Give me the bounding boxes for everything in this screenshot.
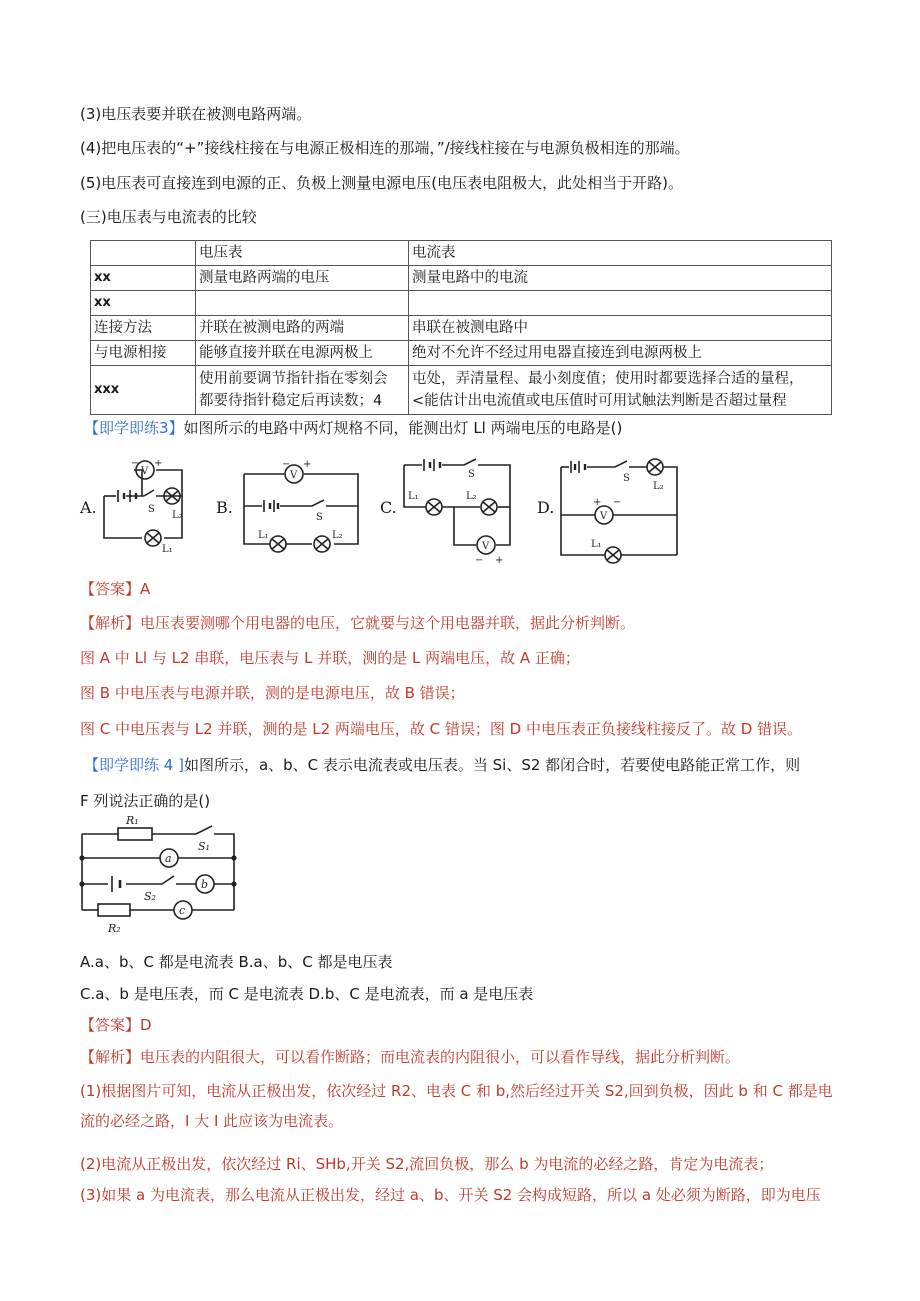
fig-label: L₂ bbox=[332, 530, 343, 541]
answer-value: A bbox=[140, 580, 151, 598]
circuit-diagram-q4 bbox=[78, 812, 243, 937]
fig-label: L₁ bbox=[408, 491, 419, 502]
table-cell: 与电源相接 bbox=[91, 341, 196, 366]
table-cell: xxx bbox=[91, 366, 196, 415]
q4-options-line-1: A.a、b、C 都是电流表 B.a、b、C 都是电压表 bbox=[80, 953, 393, 971]
fig-label: V bbox=[482, 541, 490, 552]
table-header-row bbox=[91, 241, 832, 266]
section-heading-comparison: (三)电压表与电流表的比较 bbox=[80, 208, 257, 226]
fig-label: S bbox=[316, 512, 323, 523]
table-cell: xx bbox=[91, 266, 196, 291]
analysis-line: 图 B 中电压表与电源并联，测的是电源电压，故 B 错误； bbox=[80, 684, 465, 702]
option-label-d: D. bbox=[537, 498, 555, 517]
text-point-4: (4)把电压表的“+”接线柱接在与电源正极相连的那端，”/接线柱接在与电源负极相连的那端。 bbox=[80, 139, 690, 157]
option-label-c: C. bbox=[380, 498, 397, 517]
text-point-3: (3)电压表要并联在被测电路两端。 bbox=[80, 105, 312, 123]
fig-label: V bbox=[290, 470, 298, 481]
answer-tag: 【答案】 bbox=[80, 580, 141, 598]
table-row bbox=[91, 341, 832, 366]
cell-line: 都要待指针稳定后再读数；4 bbox=[199, 393, 383, 409]
fig-label: − bbox=[282, 460, 291, 470]
table-cell: 串联在被测电路中 bbox=[409, 316, 832, 341]
fig-label: L₁ bbox=[162, 544, 173, 555]
table-cell bbox=[196, 366, 409, 415]
analysis-line: 图 C 中电压表与 L2 并联，测的是 L2 两端电压，故 C 错误；图 D 中电压表正负接线柱接反了。故 D 错误。 bbox=[80, 720, 803, 738]
question-text: 如图所示，a、b、C 表示电流表或电压表。当 Si、S2 都闭合时，若要使电路能正常工作，则 bbox=[183, 756, 801, 774]
fig-label: S bbox=[468, 469, 475, 480]
table-cell bbox=[409, 291, 832, 316]
table-cell: 能够直接并联在电源两极上 bbox=[196, 341, 409, 366]
table-row bbox=[91, 266, 832, 291]
table-cell: 并联在被测电路的两端 bbox=[196, 316, 409, 341]
fig-label: R₁ bbox=[126, 814, 139, 827]
fig-label: − bbox=[613, 497, 622, 508]
analysis-tag: 【解析】 bbox=[80, 614, 141, 632]
analysis-text: 电压表的内阻很大，可以看作断路；而电流表的内阻很小，可以看作导线，据此分析判断。 bbox=[140, 1048, 741, 1066]
q4-options-line-2: C.a、b 是电压表，而 C 是电流表 D.b、C 是电流表，而 a 是电压表 bbox=[80, 985, 534, 1003]
fig-label: L₁ bbox=[258, 530, 269, 541]
fig-label: S₂ bbox=[144, 890, 156, 903]
cell-line: 屯处，弄清量程、最小刻度值；使用时都要选择合适的量程， bbox=[412, 371, 804, 387]
fig-label: S bbox=[623, 473, 630, 484]
table-cell: 连接方法 bbox=[91, 316, 196, 341]
fig-label: L₂ bbox=[172, 510, 183, 521]
question-tag: 【即学即练 4 ] bbox=[84, 756, 184, 774]
analysis-line: 流的必经之路，I 大 I 此应该为电流表。 bbox=[80, 1112, 344, 1130]
option-label-a: A. bbox=[80, 498, 97, 517]
fig-label: − bbox=[131, 460, 140, 469]
analysis-text: 电压表要测哪个用电器的电压，它就要与这个用电器并联，据此分析判断。 bbox=[140, 614, 636, 632]
fig-label: a bbox=[165, 852, 172, 865]
fig-label: L₂ bbox=[653, 481, 664, 492]
fig-label: V bbox=[600, 511, 608, 522]
answer-tag: 【答案】 bbox=[80, 1016, 141, 1034]
table-row bbox=[91, 291, 832, 316]
question-4-continued: F 列说法正确的是() bbox=[80, 792, 211, 810]
fig-label: S₁ bbox=[198, 840, 210, 853]
fig-label: + bbox=[593, 497, 602, 508]
question-tag: 【即学即练3】 bbox=[84, 419, 184, 437]
table-cell: 电流表 bbox=[409, 241, 832, 266]
table-cell: 测量电路中的电流 bbox=[409, 266, 832, 291]
analysis-line: (2)电流从正极出发，依次经过 Ri、SHb,开关 S2,流回负极，那么 b 为电流的必经之路，肯定为电流表； bbox=[80, 1155, 774, 1173]
table-cell: 测量电路两端的电压 bbox=[196, 266, 409, 291]
cell-line: <能估计出电流值或电压值时可用试触法判断是否超过量程 bbox=[412, 393, 787, 409]
fig-label: L₂ bbox=[466, 491, 477, 502]
analysis-line: 图 A 中 Ll 与 L2 串联，电压表与 L 并联，测的是 L 两端电压，故 A 正确； bbox=[80, 649, 580, 667]
analysis-line: (1)根据图片可知，电流从正极出发，依次经过 R2、电表 C 和 b,然后经过开关 S2,回到负极，因此 b 和 C 都是电 bbox=[80, 1082, 833, 1100]
cell-line: 使用前要调节指针指在零刻会 bbox=[199, 371, 388, 387]
analysis-tag: 【解析】 bbox=[80, 1048, 141, 1066]
fig-label: V bbox=[141, 466, 149, 477]
table-cell: 电压表 bbox=[196, 241, 409, 266]
table-row bbox=[91, 316, 832, 341]
table-cell bbox=[196, 291, 409, 316]
fig-label: c bbox=[179, 904, 186, 917]
circuit-diagram-c bbox=[398, 455, 523, 567]
analysis-q3 bbox=[80, 612, 635, 634]
fig-label: R₂ bbox=[108, 922, 121, 935]
fig-label: S bbox=[148, 504, 155, 515]
circuit-diagram-b bbox=[240, 460, 365, 555]
table-cell: 绝对不允许不经过用电器直接连到电源两极上 bbox=[409, 341, 832, 366]
table-cell bbox=[91, 241, 196, 266]
fig-label: − bbox=[475, 555, 484, 566]
fig-label: + bbox=[303, 460, 312, 470]
circuit-diagram-d bbox=[555, 455, 685, 567]
table-cell: xx bbox=[91, 291, 196, 316]
answer-value: D bbox=[140, 1016, 152, 1034]
table-cell bbox=[409, 366, 832, 415]
analysis-q4 bbox=[80, 1046, 740, 1068]
resistor-symbol bbox=[118, 828, 152, 840]
circuit-diagram-a bbox=[98, 460, 198, 555]
comparison-table bbox=[90, 240, 832, 415]
question-4 bbox=[84, 754, 800, 776]
question-3 bbox=[84, 417, 622, 439]
analysis-line: (3)如果 a 为电流表，那么电流从正极出发，经过 a、b、开关 S2 会构成短路，所以 a 处必须为断路，即为电压 bbox=[80, 1186, 821, 1204]
fig-label: + bbox=[495, 555, 504, 566]
answer-q4 bbox=[80, 1014, 152, 1036]
fig-label: L₁ bbox=[591, 539, 602, 550]
answer-q3 bbox=[80, 578, 150, 600]
text-point-5: (5)电压表可直接连到电源的正、负极上测量电源电压(电压表电阻极大，此处相当于开路)。 bbox=[80, 174, 683, 192]
resistor-symbol bbox=[98, 904, 130, 916]
fig-label: + bbox=[154, 460, 163, 469]
fig-label: b bbox=[201, 878, 209, 891]
table-row bbox=[91, 366, 832, 415]
option-label-b: B. bbox=[216, 498, 233, 517]
question-text: 如图所示的电路中两灯规格不同，能测出灯 Ll 两端电压的电路是() bbox=[183, 419, 623, 437]
